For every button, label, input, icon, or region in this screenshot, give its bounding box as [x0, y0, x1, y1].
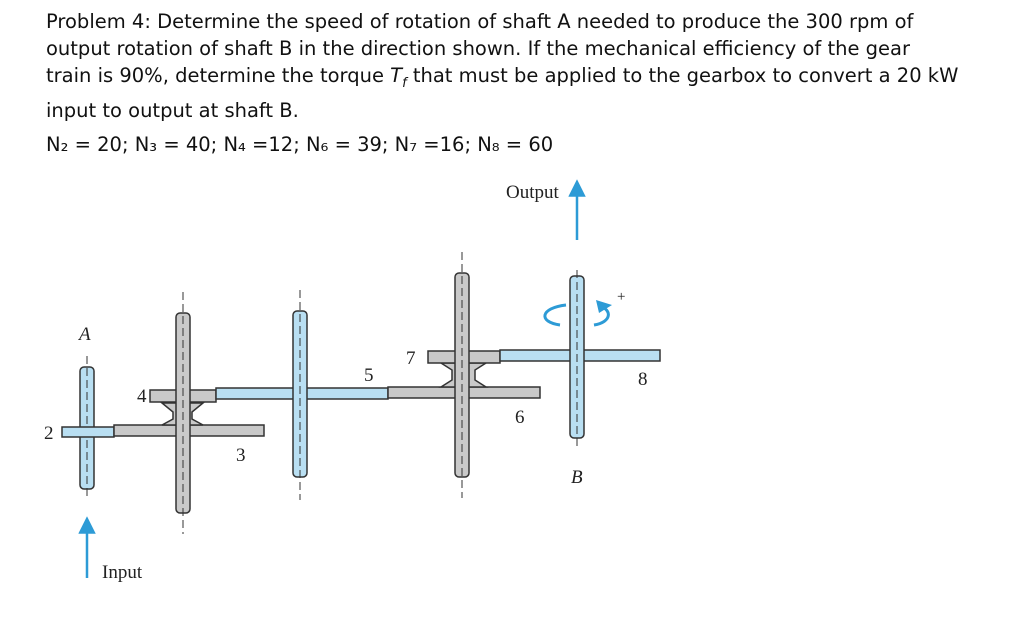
gear-label-8: 8: [638, 369, 648, 390]
torque-symbol: T: [390, 64, 403, 87]
plus-sign: +: [617, 289, 626, 305]
gear-label-7: 7: [406, 348, 416, 369]
gear-2: [62, 427, 114, 437]
gear-label-5: 5: [364, 365, 374, 386]
gear-label-3: 3: [236, 445, 246, 466]
gear-label-4: 4: [137, 386, 147, 407]
shaft-intermediate-2: [293, 290, 307, 500]
torque-subscript: f: [402, 75, 407, 91]
problem-line-4: input to output at shaft B.: [46, 98, 299, 122]
problem-line-1: Problem 4: Determine the speed of rotation of shaft A needed to produce the 300 rpm of: [46, 10, 914, 33]
shaft-intermediate-3: [455, 252, 469, 498]
shaft-b-label: B: [571, 467, 583, 488]
gear-label-2: 2: [44, 423, 54, 444]
input-label: Input: [102, 562, 143, 583]
shaft-intermediate-1: [176, 292, 190, 534]
problem-line-2: output rotation of shaft B in the direction shown. If the mechanical efficiency of the gear: [46, 37, 911, 60]
problem-line-3-end: that must be applied to the gearbox to convert a 20 kW: [406, 64, 959, 87]
tooth-counts: N₂ = 20; N₃ = 40; N₄ =12; N₆ = 39; N₇ =16; N₈ = 60: [46, 133, 554, 156]
shaft-b: [570, 270, 584, 450]
problem-line-3-start: train is 90%, determine the torque: [46, 64, 391, 87]
output-label: Output: [506, 182, 559, 203]
gear-label-6: 6: [515, 407, 525, 428]
shaft-a-label: A: [79, 324, 91, 345]
